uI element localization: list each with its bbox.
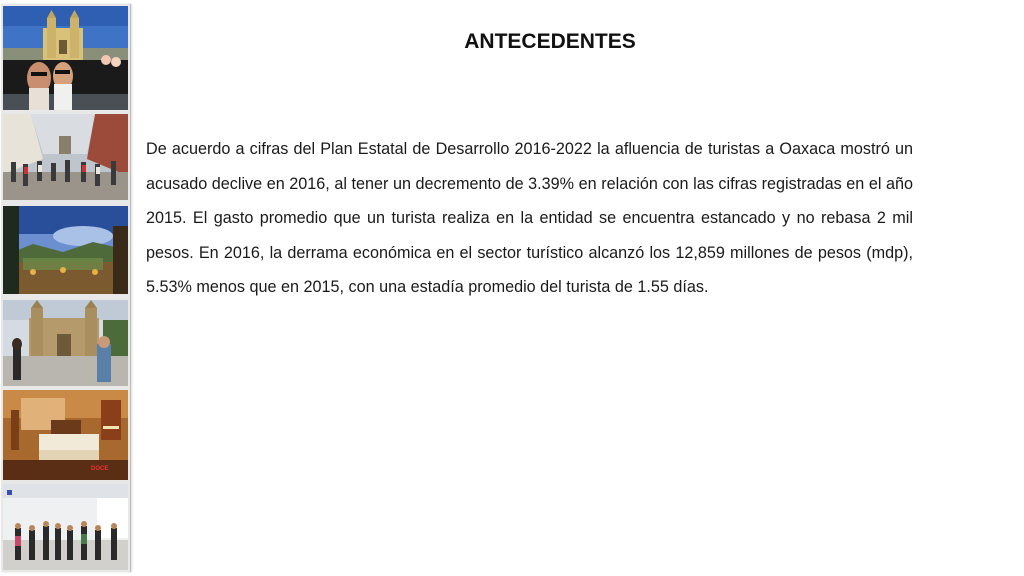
terrace-evening-photo	[3, 206, 128, 294]
walkway-crowd-photo	[3, 484, 128, 570]
cathedral-tourists-photo	[3, 6, 128, 110]
pedestrian-street-photo	[3, 114, 128, 200]
slide-title: ANTECEDENTES	[464, 30, 636, 53]
hotel-room-photo	[3, 390, 128, 480]
photo-strip	[1, 4, 131, 572]
santo-domingo-church-photo	[3, 300, 128, 386]
hotel-sign: DOCE	[91, 466, 109, 472]
body-paragraph: De acuerdo a cifras del Plan Estatal de Desarrollo 2016-2022 la afluencia de turistas a Oaxaca mostró un acusado declive en 2016, al tener un decremento de 3.39% en relación con las cifras registradas en el año 2015. El gasto promedio que un turista realiza en la entidad se encuentra estancado y no rebasa 2 mil pesos. En 2016, la derrama económica en el sector turístico alcanzó los 12,859 millones de pesos (mdp), 5.53% menos que en 2015, con una estadía promedio del turista de 1.55 días.	[146, 140, 913, 296]
